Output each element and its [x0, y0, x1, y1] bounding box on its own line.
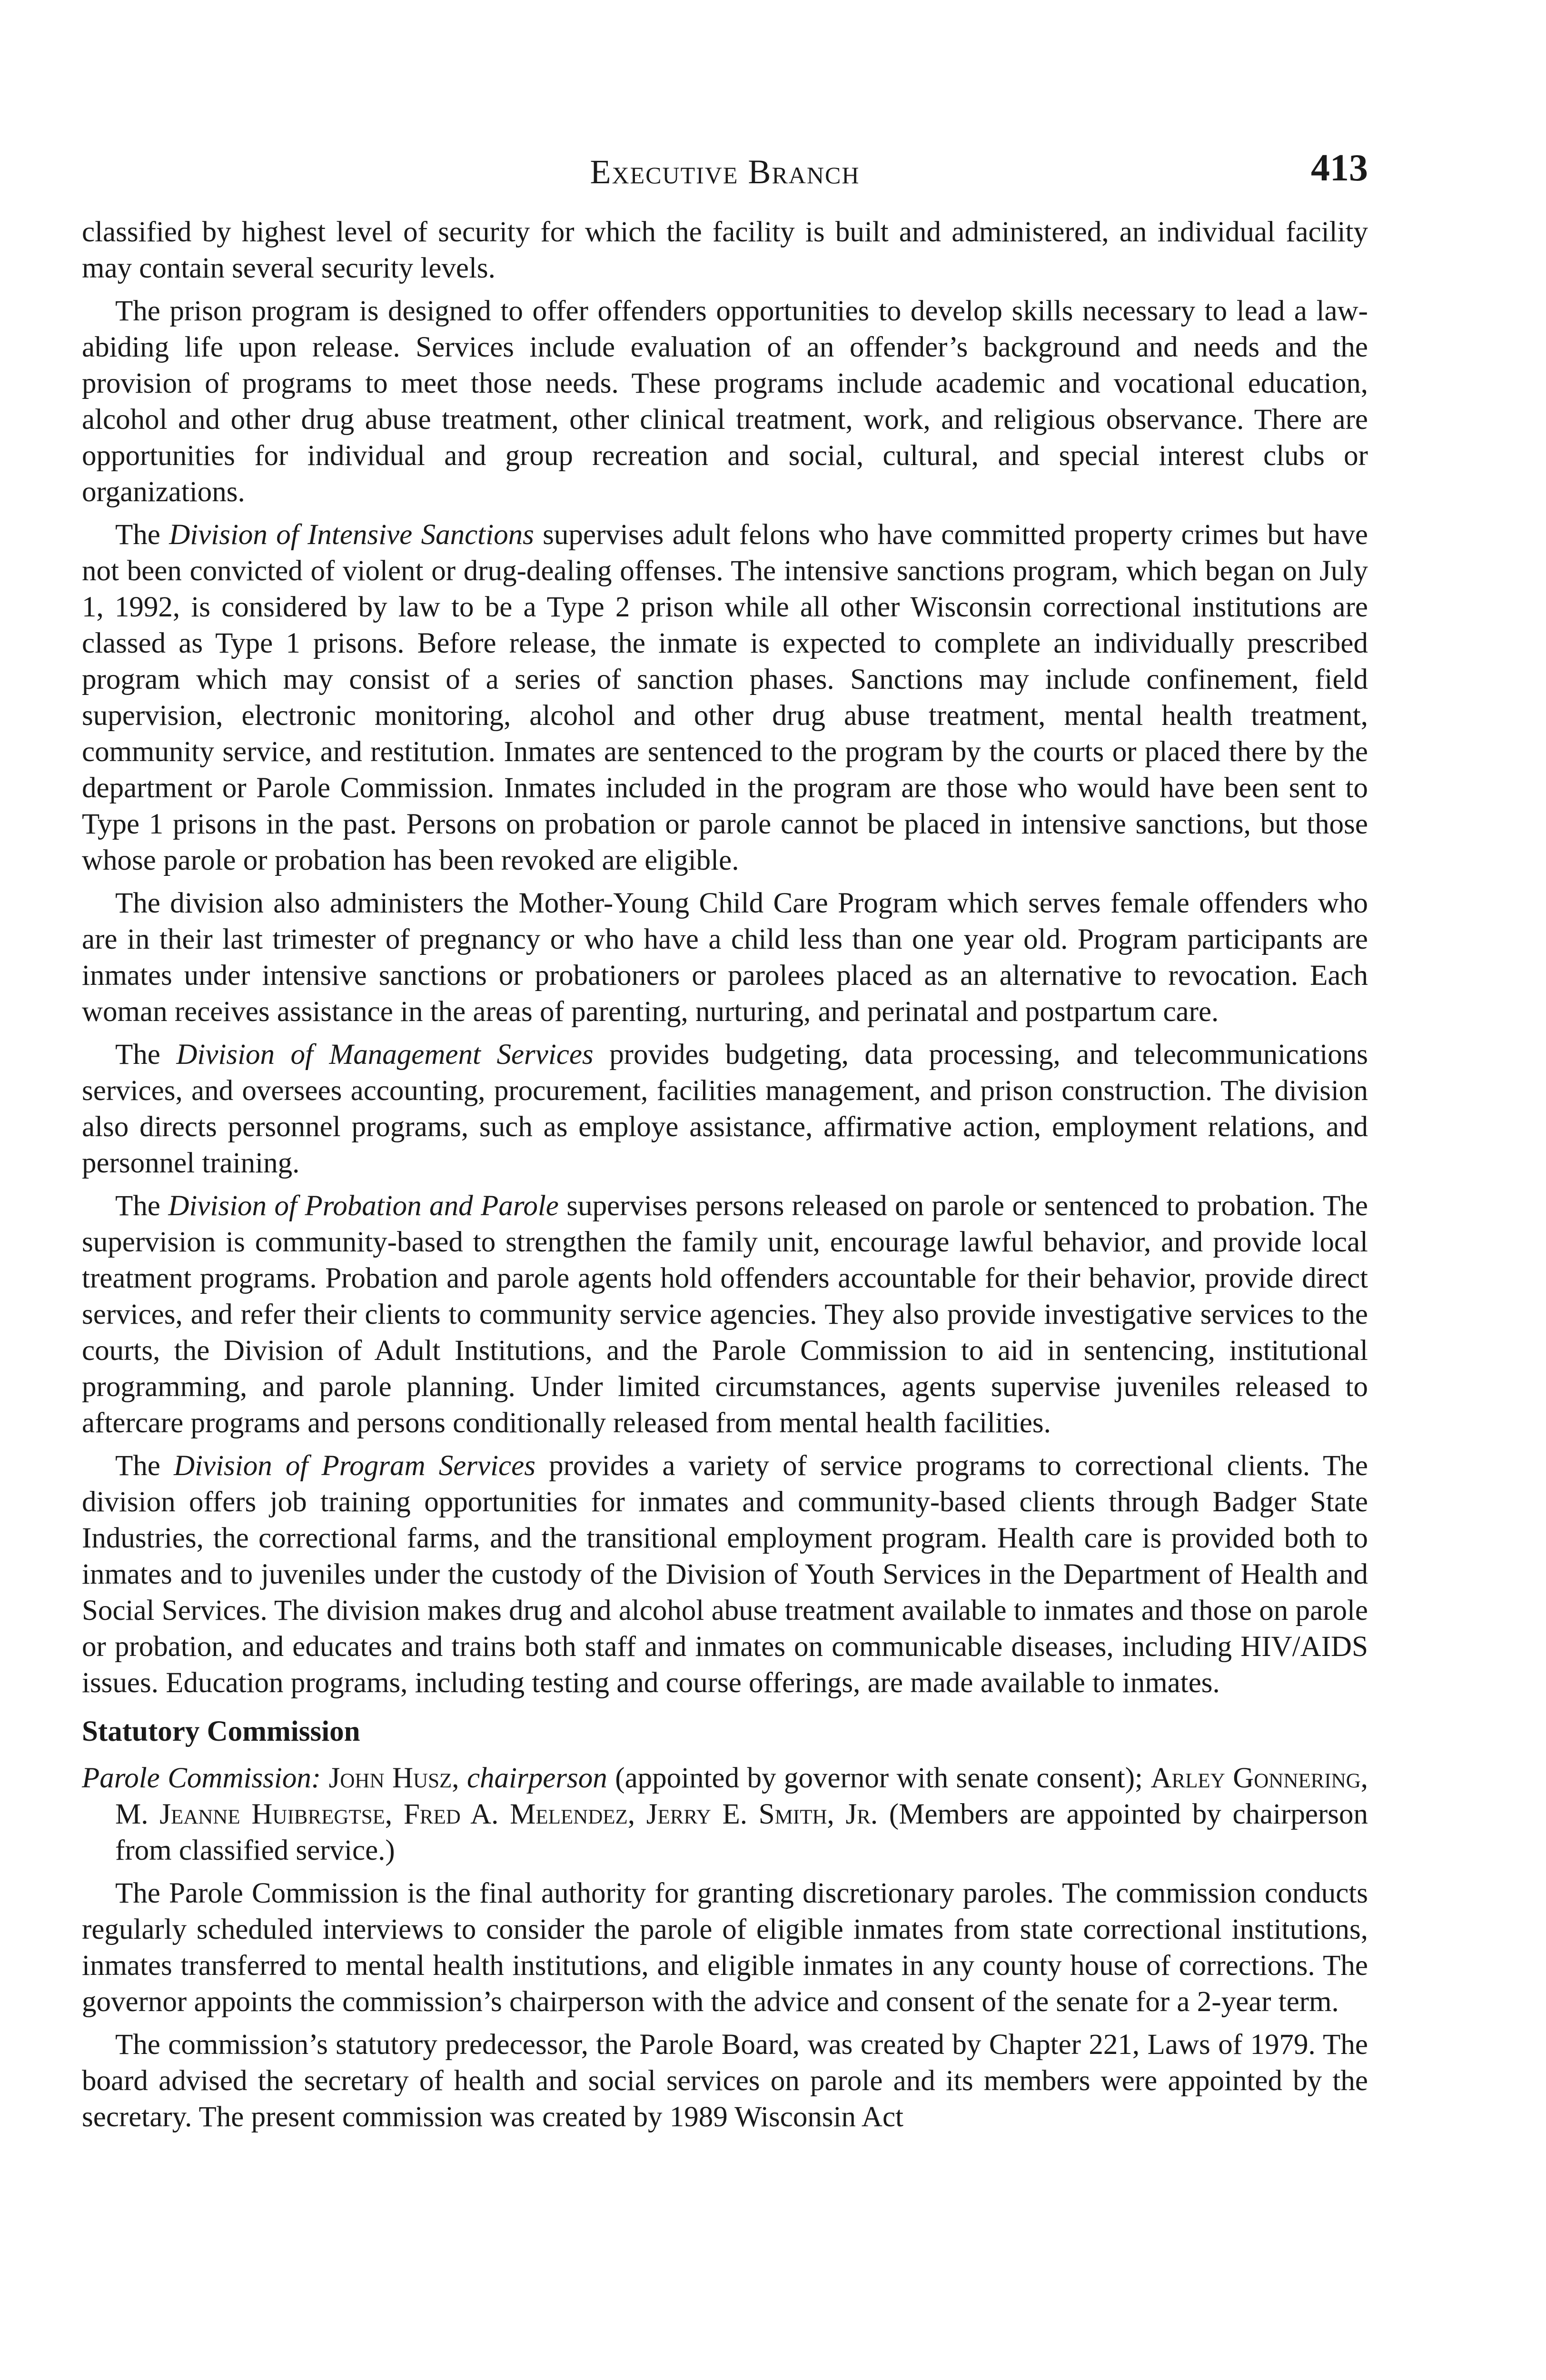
text-body: supervises adult felons who have committed property crimes but have not been convicted of violent or drug-dealing offenses. The intensive sanctions program, which began on July 1, 1992, is considered by law to be a Type 2 prison while all other Wisconsin correctional institutions are classed as Type 1 prisons. Before release, the inmate is expected to complete an individually prescribed program which may consist of a series of sanction phases. Sanctions may include confinement, field supervision, electronic monitoring, alcohol and other drug abuse treatment, mental health treatment, community service, and restitution. Inmates are sentenced to the program by the courts or placed there by the department or Parole Commission. Inmates included in the program are those who would have been sent to Type 1 prisons in the past. Persons on probation or parole cannot be placed in intensive sanctions, but those whose parole or probation has been revoked are eligible.	[82, 519, 1368, 876]
commission-name: Parole Commission:	[82, 1762, 321, 1794]
appointment-note: (appointed by governor with senate consent);	[607, 1762, 1151, 1794]
paragraph-parole-commission-authority: The Parole Commission is the final authority for granting discretionary paroles. The commission conducts regularly scheduled interviews to consider the parole of eligible inmates from state correctional institutions, inmates transferred to mental health institutions, and eligible inmates in any county house of corrections. The governor appoints the commission’s chairperson with the advice and consent of the senate for a 2-year term.	[82, 1877, 1368, 2018]
paragraph-parole-board-history: The commission’s statutory predecessor, the Parole Board, was created by Chapter 221, Laws of 1979. The board advised the secretary of health and social services on parole and its members were appointed by the secretary. The present commission was created by 1989 Wisconsin Act	[82, 2029, 1368, 2133]
paragraph-prison-program: The prison program is designed to offer offenders opportunities to develop skills necessary to lead a law-abiding life upon release. Services include evaluation of an offender’s background and needs and the provision of programs to meet those needs. These programs include academic and vocational education, alcohol and other drug abuse treatment, other clinical treatment, work, and religious observance. There are opportunities for individual and group recreation and social, cultural, and special interest clubs or organizations.	[82, 295, 1368, 508]
paragraph-program-services	[82, 1448, 1368, 1701]
member-names: Arley Gonnering, M. Jeanne Huibregtse, Fred A. Melendez, Jerry E. Smith, Jr.	[115, 1762, 1368, 1830]
running-head	[82, 143, 1368, 214]
section-heading-statutory-commission: Statutory Commission	[82, 1716, 360, 1747]
paragraph-management-services	[82, 1037, 1368, 1181]
text-body: supervises persons released on parole or sentenced to probation. The supervision is community-based to strengthen the family unit, encourage lawful behavior, and provide local treatment programs. Probation and parole agents hold offenders accountable for their behavior, provide direct services, and refer their clients to community service agencies. They also provide investigative services to the courts, the Division of Adult Institutions, and the Parole Commission to aid in sentencing, institutional programming, and parole planning. Under limited circumstances, agents supervise juveniles released to aftercare programs and persons conditionally released from mental health facilities.	[82, 1190, 1368, 1439]
running-title: Executive Branch	[590, 153, 860, 191]
text-lead: The	[115, 519, 169, 551]
page-number: 413	[1311, 147, 1368, 189]
commission-members-entry	[82, 1760, 1368, 1869]
page	[82, 143, 1368, 2142]
paragraph-intensive-sanctions	[82, 517, 1368, 879]
text-lead: The	[115, 1039, 177, 1071]
chair-name: John Husz	[328, 1762, 452, 1794]
division-name-probation-parole: Division of Probation and Parole	[168, 1190, 559, 1222]
paragraph-security-levels: classified by highest level of security for which the facility is built and administered, an individual facility may contain several security levels.	[82, 216, 1368, 284]
division-name-intensive-sanctions: Division of Intensive Sanctions	[169, 519, 534, 551]
text-body: provides budgeting, data processing, and telecommunications services, and oversees accounting, procurement, facilities management, and prison construction. The division also directs personnel programs, such as employe assistance, affirmative action, employment relations, and personnel training.	[82, 1039, 1368, 1179]
division-name-management-services: Division of Management Services	[176, 1039, 594, 1071]
text-lead: The	[115, 1450, 174, 1482]
paragraph-mother-young-child: The division also administers the Mother-Young Child Care Program which serves female offenders who are in their last trimester of pregnancy or who have a child less than one year old. Program participants are inmates under intensive sanctions or probationers or parolees placed as an alternative to revocation. Each woman receives assistance in the areas of parenting, nurturing, and perinatal and postpartum care.	[82, 887, 1368, 1028]
division-name-program-services: Division of Program Services	[174, 1450, 535, 1482]
body-text	[82, 214, 1368, 2135]
text-body: provides a variety of service programs to correctional clients. The division offers job training opportunities for inmates and community-based clients through Badger State Industries, the correctional farms, and the transitional employment program. Health care is provided both to inmates and to juveniles under the custody of the Division of Youth Services in the Department of Health and Social Services. The division makes drug and alcohol abuse treatment available to inmates and those on parole or probation, and educates and trains both staff and inmates on communicable diseases, including HIV/AIDS issues. Education programs, including testing and course offerings, are made available to inmates.	[82, 1450, 1368, 1699]
chair-separator: ,	[452, 1762, 467, 1794]
members-note: (Members are appointed by chairperson from classified service.)	[115, 1798, 1368, 1866]
paragraph-probation-parole	[82, 1188, 1368, 1441]
text-lead: The	[115, 1190, 168, 1222]
chair-title: chairperson	[466, 1762, 607, 1794]
